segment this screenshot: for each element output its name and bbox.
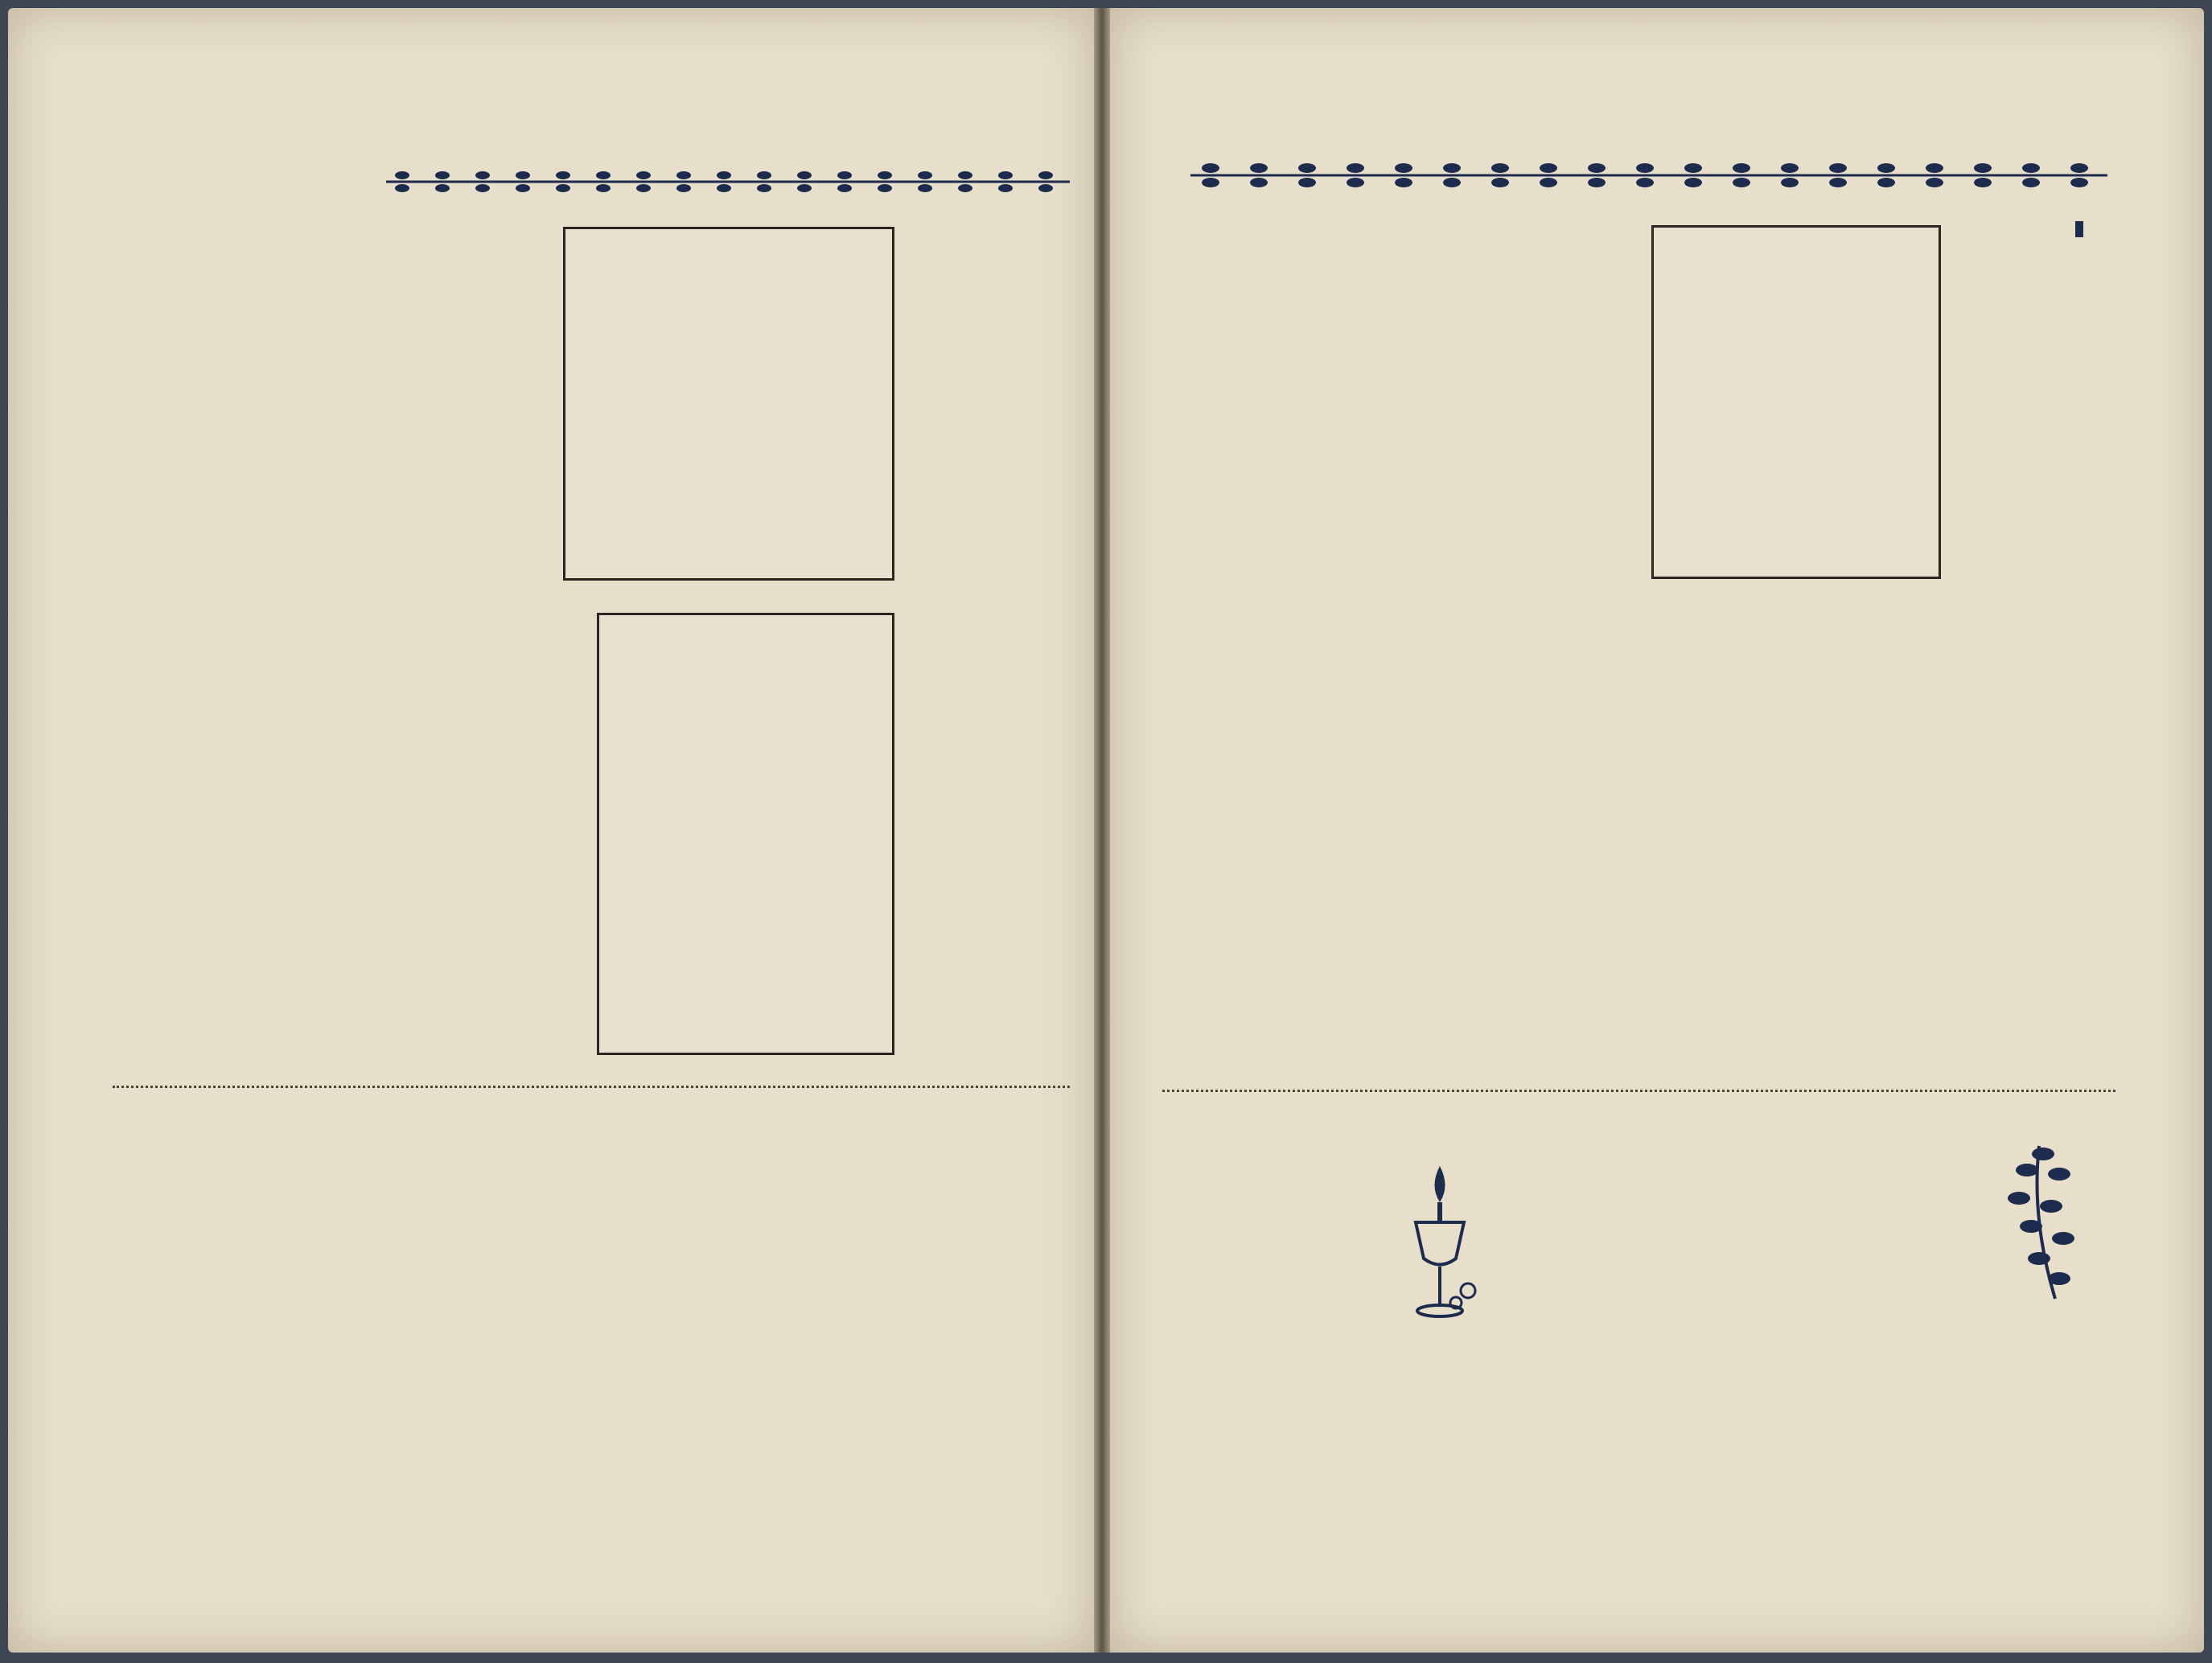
recipe-steps-hiyayakko	[121, 225, 547, 591]
party-text	[1166, 1154, 1400, 1572]
buffet-text	[1516, 1154, 1983, 1572]
book-gutter	[1094, 8, 1110, 1653]
vine-ornament	[1190, 159, 2107, 191]
section-divider	[1162, 1090, 2115, 1092]
party-tips-text	[121, 1122, 1022, 1540]
recipe-steps-saba	[173, 607, 583, 1070]
page-47	[8, 8, 1094, 1653]
section-divider	[113, 1086, 1070, 1088]
page-46	[1110, 8, 2204, 1653]
flower-spray-illustration	[1995, 1138, 2087, 1307]
side-note	[129, 893, 165, 1070]
vine-ornament	[386, 166, 1070, 198]
recipe-steps-banbanji	[1174, 225, 2115, 1066]
materials-box-saba	[597, 613, 894, 1055]
materials-box-hiyayakko	[563, 227, 894, 581]
candle-glass-illustration	[1396, 1162, 1484, 1323]
